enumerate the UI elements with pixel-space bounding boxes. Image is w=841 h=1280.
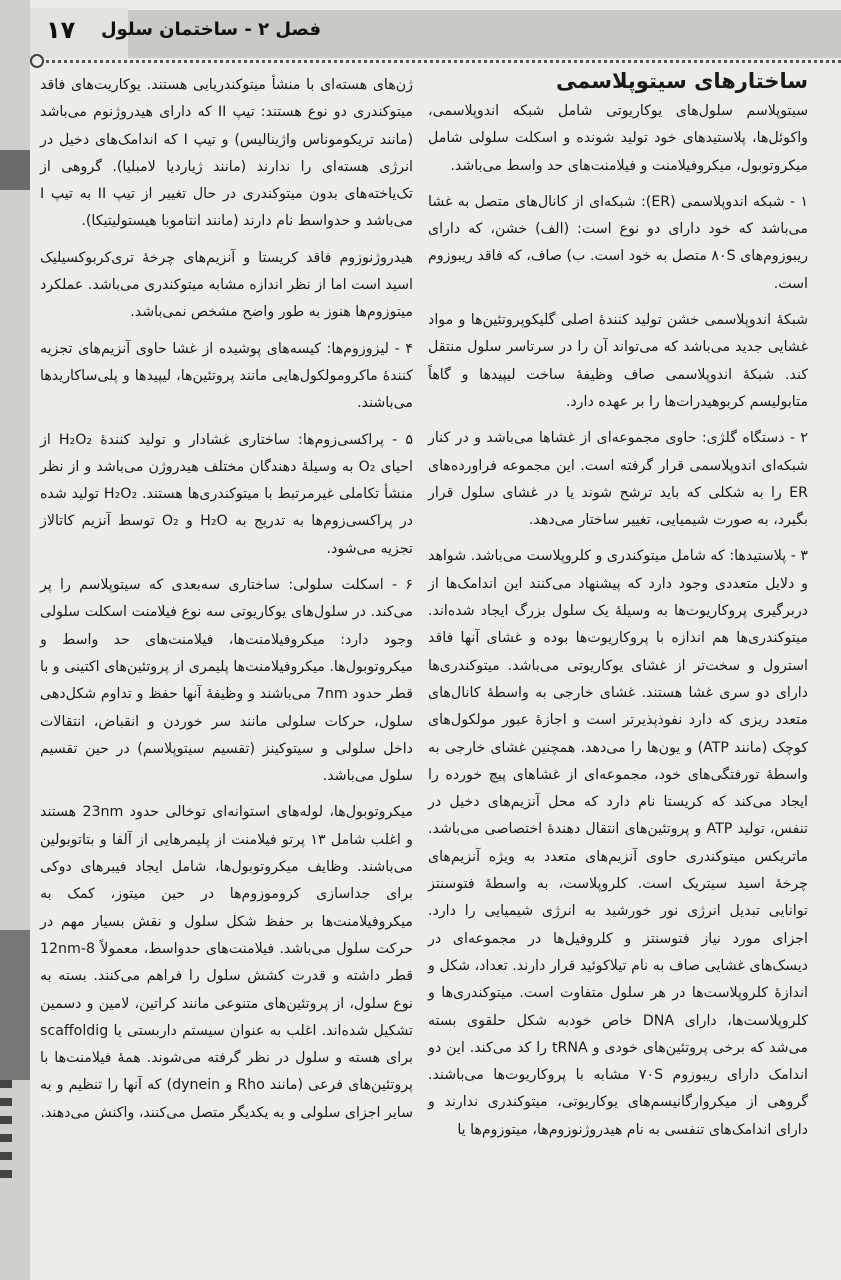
paragraph: ۱ - شبکه اندوپلاسمی (ER): شبکه‌ای از کانال‌های متصل به غشا می‌باشد که خود دارای دو نوع است: (الف) خشن، که دارای ریبوزوم‌های ۸۰S متصل به خود است. ب) صاف، که فاقد ریبوزوم است. [428,193,808,292]
paragraph: ۲ - دستگاه گلژی: حاوی مجموعه‌ای از غشاها می‌باشد و در کنار شبکه‌ای اندوپلاسمی قرار گرفته است. این مجموعه فراورده‌های ER را به شکلی که باید ترشح شوند یا در غشای سلول قرار بگیرد، به صورت شیمیایی، تغییر ساختار می‌دهد. [428,430,808,529]
right-column [428,62,808,1153]
edge-mark [0,1134,12,1142]
paragraph: هیدروژنوزوم فاقد کریستا و آنزیم‌های چرخهٔ تری‌کربوکسیلیک اسید است اما از نظر اندازه مشابه میتوکندری می‌باشد. عملکرد میتوزوم‌ها هنوز به طور واضح مشخص نمی‌باشد. [40,249,413,321]
edge-mark [0,1152,12,1160]
paragraph: ژن‌های هسته‌ای با منشأ میتوکندریایی هستند. یوکاریت‌های فاقد میتوکندری دو نوع هستند: تیپ II که دارای هیدروژنوم می‌باشد (مانند تریکوموناس واژینالیس) و تیپ I که اندامک‌های دخیل در انرژی هسته‌ای را ندارند (مانند ژیاردیا لامبلیا). گروهی از تک‌یاخته‌های بدون میتوکندری در حال تغییر از تیپ II به تیپ I می‌باشد و حدواسط نام دارند (مانند انتاموبا هیستولیتیکا). [40,77,414,230]
paragraph: ۴ - لیزوزوم‌ها: کیسه‌های پوشیده از غشا حاوی آنزیم‌های تجزیه کنندهٔ ماکرومولکول‌هایی مانند پروتئین‌ها، لیپیدها و پلی‌ساکاریدها می‌باشند. [40,340,413,412]
paragraph: سیتوپلاسم سلول‌های یوکاریوتی شامل شبکه اندوپلاسمی، واکوئل‌ها، پلاستیدهای خود تولید شونده و اسکلت سلولی شامل میکروتوبول، میکروفیلامنت و فیلامنت‌های حد واسط می‌باشد. [428,103,808,174]
edge-mark [0,1080,12,1088]
paragraph: ۳ - پلاستیدها: که شامل میتوکندری و کلروپلاست می‌باشد. شواهد و دلایل متعددی وجود دارد که پیشنهاد می‌کنند این اندامک‌ها از دربرگیری پروکاریوت‌ها به وسیلهٔ یک سلول بزرگ ایجاد شده‌اند. میتوکندری‌ها هم اندازه با پروکاریوت‌ها بوده و غشای آنها فاقد استرول و سخت‌تر از غشای یوکاریوتی می‌باشد. میتوکندری‌ها دارای دو سری غشا هستند. غشای خارجی به واسطهٔ کانال‌های متعدد ریزی که دارد نفوذپذیرتر است و اجازهٔ عبور مولکول‌های کوچک (مانند ATP) و یون‌ها را می‌دهد. همچنین غشای خارجی به واسطهٔ تورفتگی‌های خود، مجموعه‌ای از غشاهای پیچ خورده را ایجاد می‌کند که کریستا نام دارد که محل آنزیم‌های دخیل در تنفس، تولید ATP و پروتئین‌های انتقال دهندهٔ اختصاصی می‌باشد. ماتریکس میتوکندری حاوی آنزیم‌های متعدد به ویژه آنزیم‌های چرخهٔ اسید سیتریک است. کلروپلاست، به واسطهٔ فتوسنتز توانایی تبدیل انرژی نور خورشید به انرژی شیمیایی را دارد. اجزای مورد نیاز فتوسنتز و کلروفیل‌ها در مجموعه‌ای در دیسک‌های غشایی صاف به نام تیلاکوئید قرار دارند. تعداد، شکل و اندازهٔ کلروپلاست‌ها در هر سلول متفاوت است. میتوکندری‌ها و کلروپلاست‌ها، دارای DNA خاص خودبه شکل حلقوی بسته می‌شد که برخی پروتئین‌های خودی و tRNA را کد می‌کند. این دو اندامک دارای ریبوزوم ۷۰S مشابه با پروکاریوت‌ها می‌باشند. گروهی از میکروارگانیسم‌های یوکاریوتی، میتوکندری ندارند و دارای اندامک‌های تنفسی به نام هیدروژنوزوم‌ها، میتوزوم‌ها یا [428,548,808,1138]
edge-mark [0,1116,12,1124]
thumb-index-tab [0,150,30,190]
paragraph: شبکهٔ اندوپلاسمی خشن تولید کنندهٔ اصلی گلیکوپروتئین‌ها و مواد غشایی جدید می‌باشد که می‌تواند آن را در سرتاسر سلول منتقل کند. شبکهٔ اندوپلاسمی صاف وظیفهٔ ساخت لیپیدها و گاهاً متابولیسم کربوهیدرات‌ها را بر عهده دارد. [428,312,808,410]
section-heading: ساختارهای سیتوپلاسمی [556,69,808,93]
paragraph: ۶ - اسکلت سلولی: ساختاری سه‌بعدی که سیتوپلاسم را پر می‌کند. در سلول‌های یوکاریوتی سه نوع فیلامنت اسکلت سلولی وجود دارد: میکروفیلامنت‌ها، فیلامنت‌های حد واسط و میکروتوبول‌ها. میکروفیلامنت‌ها پلیمری از پروتئین‌های اکتینی و با قطر حدود 7nm می‌باشند و وظیفهٔ آنها حفظ و تداوم شکل‌دهی سلول، حرکات سلولی مانند سر خوردن و انقباض، انتقالات داخل سلولی و سیتوکینز (تقسیم سیتوپلاسم) در حین تقسیم سلول می‌باشد. [40,577,413,785]
page-number: ۱۷ [46,16,76,44]
edge-mark [0,1170,12,1178]
paragraph: ۵ - پراکسی‌زوم‌ها: ساختاری غشادار و تولید کنندهٔ H₂O₂ از احیای O₂ به وسیلهٔ دهندگان مختلف هیدروژن می‌باشد و از نظر منشأ تکاملی غیرمرتبط با میتوکندری‌ها هستند. H₂O₂ تولید شده در پراکسی‌زوم‌ها به تدریج به H₂O و O₂ توسط آنزیم کاتالاز تجزیه می‌شود. [40,431,414,557]
divider-circle [30,54,44,68]
thumb-index-tab [0,930,30,1080]
edge-mark [0,1098,12,1106]
left-column [40,72,413,1136]
chapter-title: فصل ۲ - ساختمان سلول [100,19,321,40]
page-edge-strip [0,0,30,1280]
paragraph: میکروتوبول‌ها، لوله‌های استوانه‌ای توخالی حدود 23nm هستند و اغلب شامل ۱۳ پرتو فیلامنت از پلیمرهایی از آلفا و بتاتوبولین می‌باشند. وظایف میکروتوبول‌ها، شامل ایجاد فیبرهای دوکی برای جداسازی کروموزوم‌ها در حین میتوز، کمک به میکروفیلامنت‌ها بر حفظ شکل سلول و نقش بسیار مهم در حرکت سلول می‌باشد. فیلامنت‌های حدواسط، معمولاً 8-12nm قطر داشته و قدرت کشش سلول را فراهم می‌کنند. بسته به نوع سلول، از پروتئین‌های متنوعی مانند کراتین، لامین و دسمین تشکیل شده‌اند. اغلب به عنوان سیستم داربستی یا scaffoldig برای هسته و سلول در نظر گرفته می‌شوند. همهٔ فیلامنت‌ها با پروتئین‌های فرعی (مانند Rho و dynein) که آنها را تنظیم و به سایر اجزای سلولی و به یکدیگر متصل می‌کنند، واکنش می‌دهند. [40,804,413,1121]
